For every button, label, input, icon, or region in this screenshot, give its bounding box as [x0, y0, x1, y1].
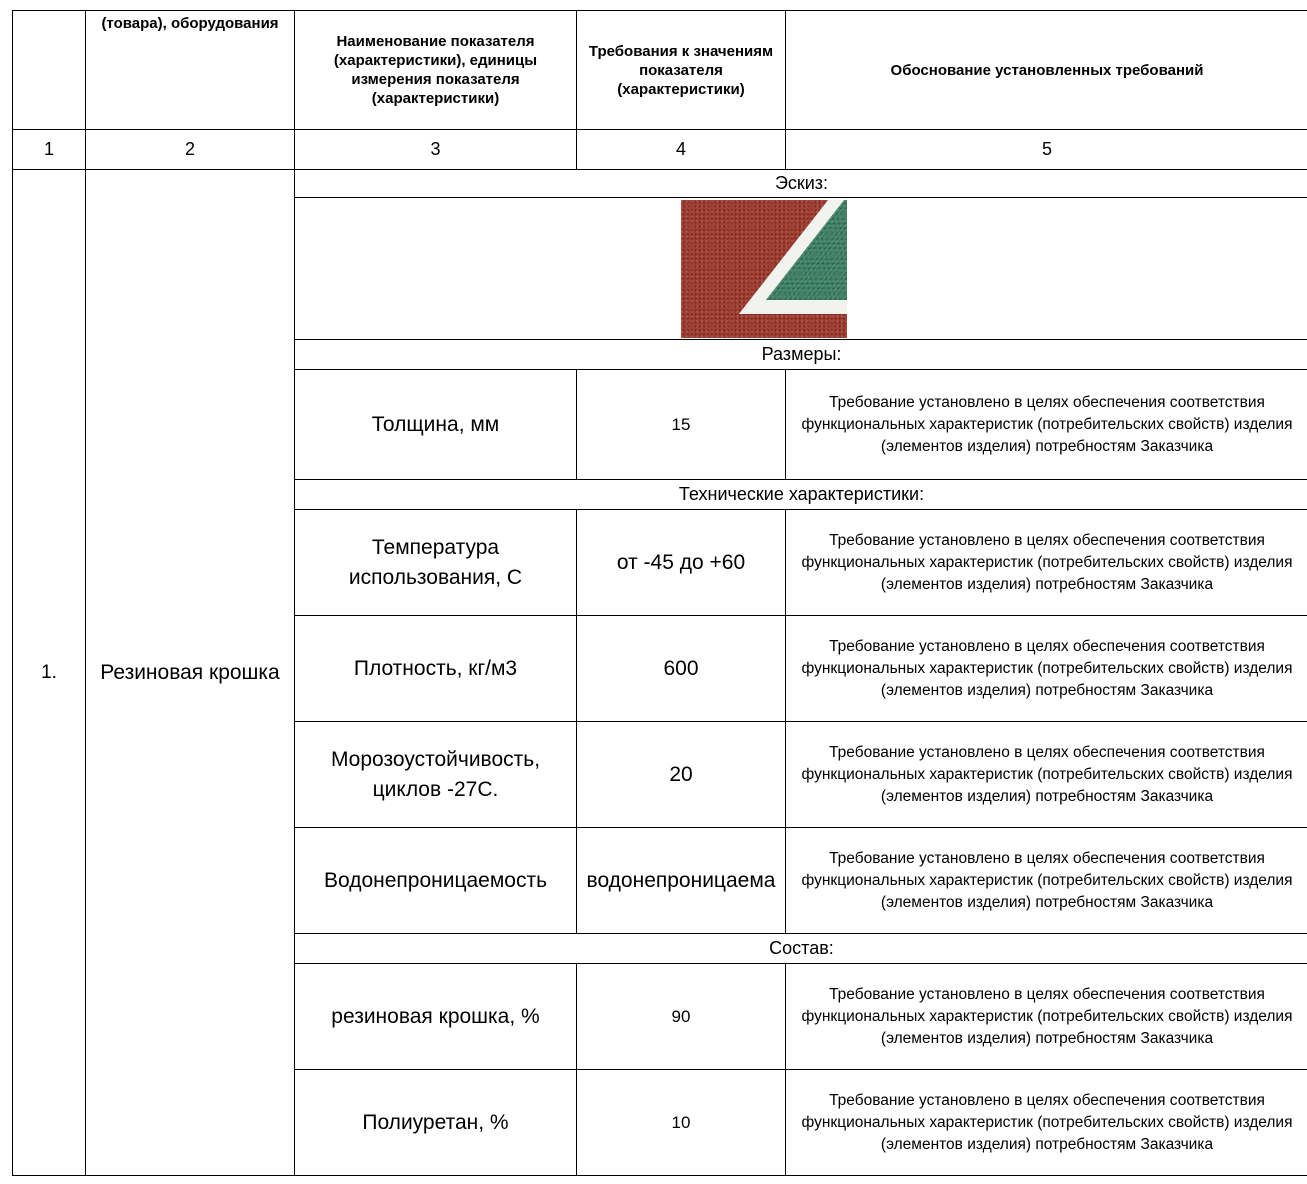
- item-name: Резиновая крошка: [86, 170, 295, 1176]
- header-row: [13, 11, 1307, 130]
- property-value: 20: [577, 722, 786, 828]
- justification-text: Требование установлено в целях обеспечения соответствия функциональных характеристик (потребительских свойств) изделия (элементов изделия) потребностям Заказчика: [786, 722, 1307, 828]
- header-cell-2: (товара), оборудования: [86, 11, 295, 130]
- property-name: Толщина, мм: [295, 370, 577, 480]
- property-name: Морозоустойчивость, циклов -27С.: [295, 722, 577, 828]
- property-value: водонепроницаема: [577, 828, 786, 934]
- justification-text: Требование установлено в целях обеспечения соответствия функциональных характеристик (потребительских свойств) изделия (элементов изделия) потребностям Заказчика: [786, 1070, 1307, 1176]
- item-number: 1.: [13, 170, 86, 1176]
- property-name: Полиуретан, %: [295, 1070, 577, 1176]
- column-number: 3: [295, 130, 577, 170]
- header-cell-3: Наименование показателя (характеристики), единицы измерения показателя (характеристики): [295, 11, 577, 130]
- sketch-image: [681, 200, 847, 338]
- section-label-dimensions: Размеры:: [295, 340, 1307, 370]
- property-name: Температура использования, С: [295, 510, 577, 616]
- justification-text: Требование установлено в целях обеспечения соответствия функциональных характеристик (потребительских свойств) изделия (элементов изделия) потребностям Заказчика: [786, 510, 1307, 616]
- column-number: 2: [86, 130, 295, 170]
- property-value: 600: [577, 616, 786, 722]
- column-number: 5: [786, 130, 1307, 170]
- column-number-row: [13, 130, 1307, 170]
- property-value: от -45 до +60: [577, 510, 786, 616]
- property-value: 15: [577, 370, 786, 480]
- justification-text: Требование установлено в целях обеспечения соответствия функциональных характеристик (потребительских свойств) изделия (элементов изделия) потребностям Заказчика: [786, 616, 1307, 722]
- sketch-cell: [295, 198, 1307, 340]
- section-label-sketch: Эскиз:: [295, 170, 1307, 198]
- justification-text: Требование установлено в целях обеспечения соответствия функциональных характеристик (потребительских свойств) изделия (элементов изделия) потребностям Заказчика: [786, 828, 1307, 934]
- column-number: 4: [577, 130, 786, 170]
- column-number: 1: [13, 130, 86, 170]
- property-value: 90: [577, 964, 786, 1070]
- property-name: Водонепроницаемость: [295, 828, 577, 934]
- header-cell-1: [13, 11, 86, 130]
- property-name: Плотность, кг/м3: [295, 616, 577, 722]
- header-cell-4: Требования к значениям показателя (характеристики): [577, 11, 786, 130]
- green-field-area: [739, 200, 847, 314]
- justification-text: Требование установлено в целях обеспечения соответствия функциональных характеристик (потребительских свойств) изделия (элементов изделия) потребностям Заказчика: [786, 370, 1307, 480]
- section-row-sketch: [13, 170, 1307, 198]
- property-name: резиновая крошка, %: [295, 964, 577, 1070]
- header-cell-5: Обоснование установленных требований: [786, 11, 1307, 130]
- section-label-technical: Технические характеристики:: [295, 480, 1307, 510]
- property-value: 10: [577, 1070, 786, 1176]
- specification-table: [12, 10, 1307, 1176]
- section-label-composition: Состав:: [295, 934, 1307, 964]
- justification-text: Требование установлено в целях обеспечения соответствия функциональных характеристик (потребительских свойств) изделия (элементов изделия) потребностям Заказчика: [786, 964, 1307, 1070]
